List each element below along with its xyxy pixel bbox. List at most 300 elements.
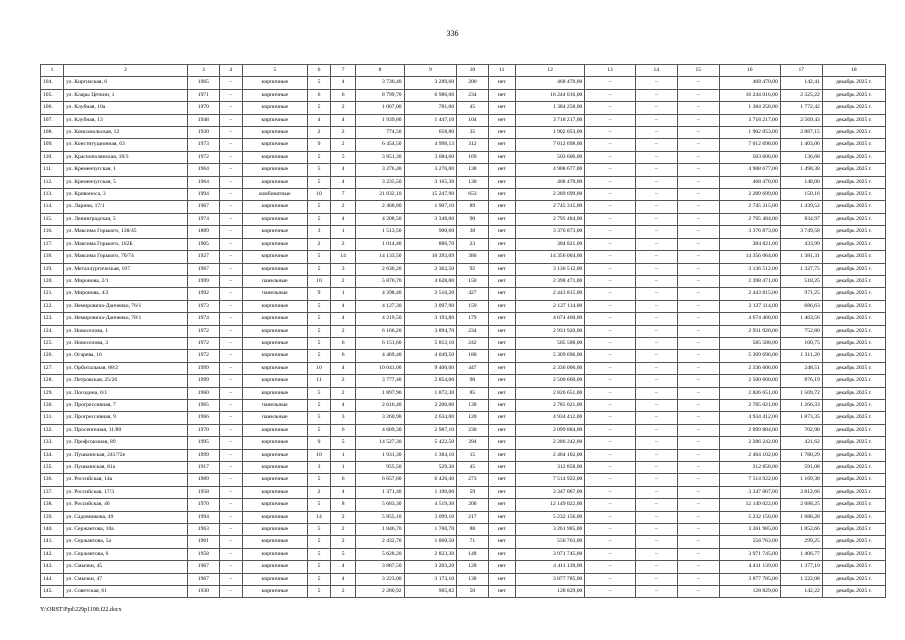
address-cell: ул. Краснополянская, 18/3 xyxy=(64,151,188,163)
table-cell: 3 276,00 xyxy=(404,164,457,176)
table-cell: 1 780,29 xyxy=(780,449,822,461)
table-cell: – xyxy=(585,412,635,424)
table-cell: 4 xyxy=(331,561,356,573)
table-cell: 4 xyxy=(331,213,356,225)
table-cell: – xyxy=(219,362,242,374)
table-row xyxy=(41,288,886,300)
table-cell: – xyxy=(635,474,677,486)
table-cell: 200 xyxy=(457,499,489,511)
table-row xyxy=(41,263,886,275)
table-cell: – xyxy=(677,201,719,213)
table-cell: нет xyxy=(488,387,515,399)
table-cell: 131. xyxy=(41,412,64,424)
table-cell: 1 897,90 xyxy=(356,387,404,399)
table-cell: нет xyxy=(488,362,515,374)
table-cell: – xyxy=(219,586,242,598)
address-cell: ул. Кременчугская, 1 xyxy=(64,164,188,176)
table-cell: – xyxy=(585,362,635,374)
table-cell: 10 xyxy=(307,362,330,374)
table-cell: 834,97 xyxy=(780,213,822,225)
table-cell: панельные xyxy=(242,399,307,411)
table-cell: кирпичные xyxy=(242,263,307,275)
table-cell: 3 165,30 xyxy=(404,176,457,188)
table-cell: 12 149 022,00 xyxy=(515,499,584,511)
table-cell: – xyxy=(585,164,635,176)
table-row xyxy=(41,424,886,436)
table-cell: – xyxy=(635,362,677,374)
table-cell: 10 xyxy=(307,275,330,287)
table-cell: 1 513,50 xyxy=(356,226,404,238)
table-cell: 128 xyxy=(457,561,489,573)
table-cell: – xyxy=(219,337,242,349)
table-cell: кирпичные xyxy=(242,325,307,337)
table-cell: – xyxy=(219,288,242,300)
table-cell: декабрь 2025 г. xyxy=(822,399,885,411)
table-cell: 14 527,30 xyxy=(356,437,404,449)
table-cell: 3 887,50 xyxy=(356,561,404,573)
table-cell: – xyxy=(219,89,242,101)
table-cell: 3 894,70 xyxy=(404,325,457,337)
table-cell: 1958 xyxy=(188,548,220,560)
table-cell: 4 934 412,00 xyxy=(719,412,780,424)
table-cell: 5 xyxy=(307,412,330,424)
table-cell: – xyxy=(219,263,242,275)
table-cell: 120 xyxy=(457,412,489,424)
table-cell: – xyxy=(635,462,677,474)
table-cell: 139. xyxy=(41,511,64,523)
address-cell: ул. Смычки, 47 xyxy=(64,573,188,585)
table-cell: 658,80 xyxy=(404,127,457,139)
table-cell: 16 244 016,00 xyxy=(719,89,780,101)
table-cell: – xyxy=(635,561,677,573)
address-cell: ул. Российская, 46 xyxy=(64,499,188,511)
table-cell: – xyxy=(677,462,719,474)
table-cell: – xyxy=(219,561,242,573)
table-cell: – xyxy=(677,300,719,312)
table-row xyxy=(41,275,886,287)
table-cell: декабрь 2025 г. xyxy=(822,325,885,337)
table-row xyxy=(41,164,886,176)
table-cell: 5 xyxy=(307,325,330,337)
table-cell: 4 xyxy=(331,486,356,498)
table-cell: – xyxy=(585,89,635,101)
table-cell: кирпичные xyxy=(242,226,307,238)
table-cell: 5 xyxy=(307,474,330,486)
table-cell: 1972 xyxy=(188,325,220,337)
table-cell: – xyxy=(585,325,635,337)
table-cell: 1999 xyxy=(188,275,220,287)
table-cell: кирпичные xyxy=(242,201,307,213)
table-cell: 3 718 217,00 xyxy=(515,114,584,126)
table-cell: 12 149 022,00 xyxy=(719,499,780,511)
table-cell: 5 xyxy=(307,176,330,188)
table-cell: 2 795 484,00 xyxy=(719,213,780,225)
address-cell: ул. Погодина, 6/1 xyxy=(64,387,188,399)
table-cell: 38 xyxy=(457,226,489,238)
table-cell: 4 xyxy=(331,313,356,325)
table-cell: – xyxy=(677,573,719,585)
table-cell: – xyxy=(677,350,719,362)
table-cell: 7 012 698,00 xyxy=(515,139,584,151)
table-cell: 2 785 021,00 xyxy=(515,399,584,411)
table-cell: 1 406,77 xyxy=(780,548,822,560)
table-cell: 3 xyxy=(307,462,330,474)
table-cell: – xyxy=(635,375,677,387)
table-cell: 129. xyxy=(41,387,64,399)
table-row xyxy=(41,399,886,411)
table-cell: 130. xyxy=(41,399,64,411)
table-cell: 4 xyxy=(331,399,356,411)
table-cell: – xyxy=(219,201,242,213)
table-cell: 90 xyxy=(457,375,489,387)
table-cell: нет xyxy=(488,474,515,486)
column-number-cell: 5 xyxy=(242,65,307,77)
table-cell: декабрь 2025 г. xyxy=(822,424,885,436)
table-cell: – xyxy=(219,399,242,411)
table-cell: нет xyxy=(488,114,515,126)
table-cell: 2 931 920,00 xyxy=(515,325,584,337)
table-cell: 2 823,30 xyxy=(404,548,457,560)
table-cell: кирпичные xyxy=(242,462,307,474)
table-cell: нет xyxy=(488,337,515,349)
table-cell: 4 208,50 xyxy=(356,213,404,225)
address-cell: ул. Смычки, 45 xyxy=(64,561,188,573)
table-cell: – xyxy=(677,151,719,163)
table-cell: декабрь 2025 г. xyxy=(822,548,885,560)
table-cell: 4 908 677,00 xyxy=(515,164,584,176)
table-cell: 5 xyxy=(307,77,330,89)
table-cell: 1967 xyxy=(188,263,220,275)
table-cell: 5 812,10 xyxy=(404,337,457,349)
table-cell: – xyxy=(635,313,677,325)
table-cell: 4 049,50 xyxy=(404,350,457,362)
table-cell: 1 931,30 xyxy=(356,449,404,461)
table-cell: 9 xyxy=(307,139,330,151)
table-cell: 4 xyxy=(331,300,356,312)
table-cell: – xyxy=(219,573,242,585)
table-cell: нет xyxy=(488,399,515,411)
table-cell: 3 971 745,00 xyxy=(719,548,780,560)
table-cell: 1999 xyxy=(188,449,220,461)
table-cell: 138. xyxy=(41,499,64,511)
address-cell: ул. Кривоноса, 3 xyxy=(64,189,188,201)
table-cell: 1927 xyxy=(188,251,220,263)
table-cell: 14 356 064,00 xyxy=(719,251,780,263)
table-cell: 9 400,00 xyxy=(404,362,457,374)
table-cell: 90 xyxy=(457,213,489,225)
table-cell: – xyxy=(219,313,242,325)
table-cell: 5 xyxy=(307,313,330,325)
table-cell: – xyxy=(585,263,635,275)
table-cell: 144. xyxy=(41,573,64,585)
table-cell: 2 500 660,00 xyxy=(515,375,584,387)
table-cell: 126. xyxy=(41,350,64,362)
table-cell: 2 826 651,00 xyxy=(719,387,780,399)
table-cell: 2 xyxy=(331,387,356,399)
table-cell: 1 311,20 xyxy=(780,350,822,362)
address-cell: ул. Просепичная, 11/80 xyxy=(64,424,188,436)
table-cell: – xyxy=(585,586,635,598)
table-row xyxy=(41,573,886,585)
table-cell: декабрь 2025 г. xyxy=(822,127,885,139)
table-cell: – xyxy=(635,102,677,114)
table-cell: 4 609,30 xyxy=(356,424,404,436)
table-cell: 3 235,50 xyxy=(356,176,404,188)
table-cell: 1973 xyxy=(188,300,220,312)
table-cell: 1917 xyxy=(188,462,220,474)
table-cell: 2 616,40 xyxy=(356,399,404,411)
table-cell: 5 xyxy=(307,251,330,263)
table-cell: 118. xyxy=(41,251,64,263)
table-cell: кирпичные xyxy=(242,561,307,573)
table-cell: декабрь 2025 г. xyxy=(822,573,885,585)
table-cell: нет xyxy=(488,89,515,101)
table-cell: 5 xyxy=(307,548,330,560)
table-cell: 1 772,42 xyxy=(780,102,822,114)
table-cell: декабрь 2025 г. xyxy=(822,536,885,548)
table-cell: – xyxy=(677,226,719,238)
table-cell: 6 xyxy=(331,474,356,486)
table-row xyxy=(41,213,886,225)
table-cell: нет xyxy=(488,263,515,275)
table-cell: 2 745 315,00 xyxy=(515,201,584,213)
table-cell: 900,60 xyxy=(404,226,457,238)
table-cell: 5 628,20 xyxy=(356,548,404,560)
table-cell: 1 381,31 xyxy=(780,251,822,263)
table-cell: панельные xyxy=(242,412,307,424)
table-cell: – xyxy=(677,362,719,374)
address-cell: ул. Сержантова, 10а xyxy=(64,524,188,536)
table-cell: декабрь 2025 г. xyxy=(822,350,885,362)
table-cell: – xyxy=(635,263,677,275)
table-cell: 5 xyxy=(307,201,330,213)
table-cell: 107. xyxy=(41,114,64,126)
table-cell: кирпичные xyxy=(242,449,307,461)
table-cell: 421,62 xyxy=(780,437,822,449)
table-cell: 15 xyxy=(457,449,489,461)
address-cell: ул. Клубная, 13 xyxy=(64,114,188,126)
table-cell: – xyxy=(635,213,677,225)
table-cell: – xyxy=(585,449,635,461)
table-cell: – xyxy=(585,251,635,263)
table-cell: – xyxy=(677,375,719,387)
table-cell: 1889 xyxy=(188,226,220,238)
table-cell: 2 745 315,00 xyxy=(719,201,780,213)
table-cell: 1 384 258,00 xyxy=(515,102,584,114)
table-cell: 2 286 242,00 xyxy=(719,437,780,449)
table-cell: 3 097,90 xyxy=(404,300,457,312)
table-cell: 142,22 xyxy=(780,586,822,598)
table-cell: – xyxy=(635,251,677,263)
table-cell: – xyxy=(677,313,719,325)
table-cell: – xyxy=(635,164,677,176)
table-cell: 35 xyxy=(457,127,489,139)
table-cell: нет xyxy=(488,176,515,188)
table-cell: 6 986,00 xyxy=(404,89,457,101)
table-cell: 1930 xyxy=(188,586,220,598)
table-cell: 159 xyxy=(457,300,489,312)
table-cell: декабрь 2025 г. xyxy=(822,275,885,287)
table-row xyxy=(41,151,886,163)
table-cell: 1970 xyxy=(188,499,220,511)
table-cell: 1 447,10 xyxy=(404,114,457,126)
table-cell: декабрь 2025 г. xyxy=(822,114,885,126)
table-cell: – xyxy=(635,139,677,151)
table-cell: 15 247,90 xyxy=(404,189,457,201)
table-cell: – xyxy=(585,375,635,387)
table-cell: 1 403,06 xyxy=(780,139,822,151)
table-cell: 2 432,70 xyxy=(356,536,404,548)
table-cell: – xyxy=(585,102,635,114)
address-cell: ул. Ленинградская, 5 xyxy=(64,213,188,225)
table-cell: кирпичные xyxy=(242,213,307,225)
table-cell: нет xyxy=(488,201,515,213)
table-cell: 529,30 xyxy=(404,462,457,474)
page-number: 336 xyxy=(446,29,459,38)
table-cell: – xyxy=(585,288,635,300)
table-cell: кирпичные xyxy=(242,176,307,188)
table-cell: 116. xyxy=(41,226,64,238)
table-cell: 200 xyxy=(457,77,489,89)
table-cell: декабрь 2025 г. xyxy=(822,449,885,461)
table-cell: 120. xyxy=(41,275,64,287)
table-cell: 1974 xyxy=(188,313,220,325)
table-cell: нет xyxy=(488,586,515,598)
table-cell: кирпичные xyxy=(242,499,307,511)
table-cell: 4 519,30 xyxy=(404,499,457,511)
table-cell: – xyxy=(585,226,635,238)
table-cell: 394 xyxy=(457,437,489,449)
table-cell: – xyxy=(585,573,635,585)
table-cell: 1 371,40 xyxy=(356,486,404,498)
table-row xyxy=(41,189,886,201)
table-cell: – xyxy=(219,412,242,424)
table-cell: 45 xyxy=(457,462,489,474)
table-cell: 4 xyxy=(331,114,356,126)
table-cell: 2 099 884,00 xyxy=(515,424,584,436)
table-cell: 3 877 785,00 xyxy=(719,573,780,585)
table-cell: 1989 xyxy=(188,474,220,486)
table-cell: 1 067,00 xyxy=(356,102,404,114)
column-number-cell: 11 xyxy=(488,65,515,77)
table-cell: – xyxy=(635,151,677,163)
table-cell: 5 xyxy=(307,213,330,225)
table-cell: декабрь 2025 г. xyxy=(822,226,885,238)
table-cell: 104 xyxy=(457,114,489,126)
table-cell: 59 xyxy=(457,486,489,498)
table-row xyxy=(41,226,886,238)
table-cell: – xyxy=(635,300,677,312)
table-cell: 2 xyxy=(307,127,330,139)
table-cell: 312 xyxy=(457,139,489,151)
table-row xyxy=(41,127,886,139)
table-row xyxy=(41,325,886,337)
table-cell: 1 463,56 xyxy=(780,313,822,325)
table-cell: 5 xyxy=(331,548,356,560)
table-cell: нет xyxy=(488,151,515,163)
table-cell: – xyxy=(677,399,719,411)
table-cell: – xyxy=(219,164,242,176)
table-cell: 3 276,40 xyxy=(356,164,404,176)
address-cell: ул. Кременчугская, 5 xyxy=(64,176,188,188)
table-cell: 2 xyxy=(307,238,330,250)
table-cell: нет xyxy=(488,437,515,449)
table-cell: 7 xyxy=(331,189,356,201)
table-cell: 3 684,60 xyxy=(404,151,457,163)
table-cell: 2 289 699,00 xyxy=(719,189,780,201)
table-cell: 686,63 xyxy=(780,300,822,312)
table-cell: – xyxy=(635,350,677,362)
table-cell: 138 xyxy=(457,573,489,585)
table-cell: нет xyxy=(488,189,515,201)
table-cell: 6 xyxy=(307,89,330,101)
column-number-cell: 3 xyxy=(188,65,220,77)
table-cell: 3 718 217,00 xyxy=(719,114,780,126)
table-cell: 137. xyxy=(41,486,64,498)
address-cell: ул. Петровская, 25/26 xyxy=(64,375,188,387)
table-cell: 89 xyxy=(457,201,489,213)
table-cell: 4 xyxy=(331,77,356,89)
table-cell: 145. xyxy=(41,586,64,598)
address-cell: ул. Пушкинская, 81а xyxy=(64,462,188,474)
table-cell: – xyxy=(677,288,719,300)
table-cell: – xyxy=(635,548,677,560)
table-cell: 1 688,28 xyxy=(780,511,822,523)
table-cell: 5 xyxy=(307,561,330,573)
table-cell: 4 xyxy=(331,573,356,585)
table-cell: 2 286 242,00 xyxy=(515,437,584,449)
table-cell: – xyxy=(677,524,719,536)
table-cell: 5 xyxy=(307,300,330,312)
table-cell: 88 xyxy=(457,524,489,536)
table-cell: – xyxy=(635,114,677,126)
table-cell: декабрь 2025 г. xyxy=(822,486,885,498)
table-cell: 3 260,90 xyxy=(356,412,404,424)
table-cell: 234 xyxy=(457,325,489,337)
table-cell: декабрь 2025 г. xyxy=(822,300,885,312)
column-number-cell: 12 xyxy=(515,65,584,77)
table-cell: – xyxy=(635,77,677,89)
table-cell: 71 xyxy=(457,536,489,548)
table-cell: 5 683,30 xyxy=(356,499,404,511)
table-cell: 2 xyxy=(331,586,356,598)
table-cell: 2 688,25 xyxy=(780,499,822,511)
table-cell: 14 xyxy=(307,511,330,523)
table-cell: 384 821,00 xyxy=(719,238,780,250)
table-cell: 2 500 660,00 xyxy=(719,375,780,387)
table-cell: – xyxy=(219,77,242,89)
address-cell: ул. Прогрессивная, 9 xyxy=(64,412,188,424)
address-cell: ул. Орбитальная, 88/2 xyxy=(64,362,188,374)
table-cell: – xyxy=(677,189,719,201)
table-cell: 4 411 139,00 xyxy=(515,561,584,573)
table-cell: нет xyxy=(488,536,515,548)
table-cell: 503 606,00 xyxy=(719,151,780,163)
table-cell: – xyxy=(585,213,635,225)
table-cell: 2 630,20 xyxy=(356,263,404,275)
table-cell: – xyxy=(585,151,635,163)
table-cell: 585 588,00 xyxy=(719,337,780,349)
address-cell: ул. Миронова, 2/1 xyxy=(64,275,188,287)
table-cell: 1 190,00 xyxy=(404,486,457,498)
address-cell: ул. Сержантова, 6 xyxy=(64,548,188,560)
table-cell: 138 xyxy=(457,399,489,411)
table-cell: – xyxy=(677,275,719,287)
table-cell: 468 470,00 xyxy=(719,176,780,188)
table-cell: 2 099 884,00 xyxy=(719,424,780,436)
table-cell: 4 219,50 xyxy=(356,313,404,325)
table-row xyxy=(41,362,886,374)
